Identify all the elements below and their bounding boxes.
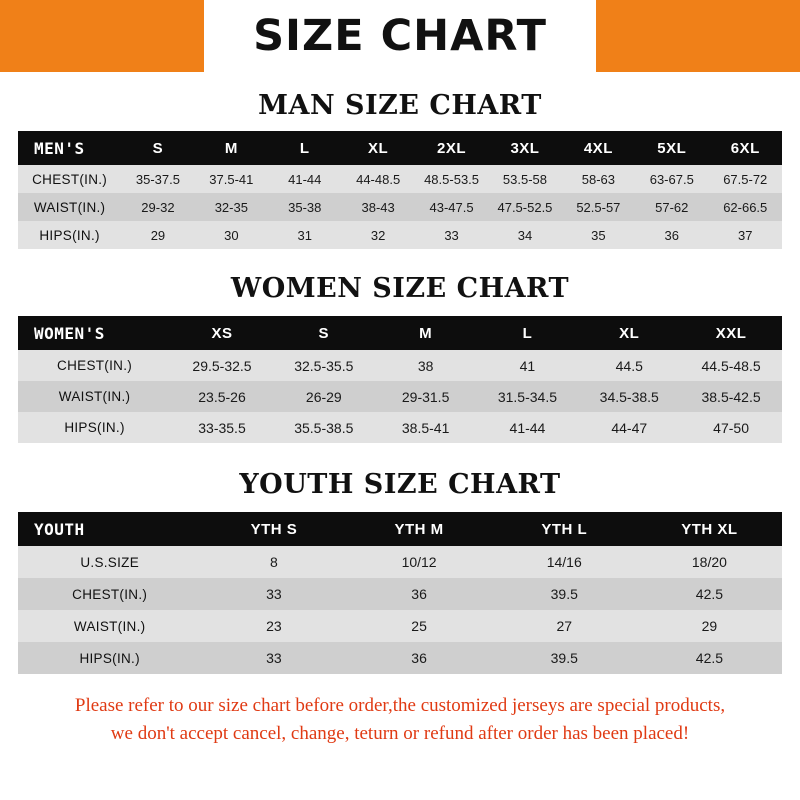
table-row: [18, 412, 782, 443]
table-row: [18, 610, 782, 642]
table-cell: 35: [591, 227, 606, 243]
table-cell: 23: [266, 618, 282, 634]
table-cell: 48.5-53.5: [424, 171, 480, 187]
table-row: [18, 578, 782, 610]
table-cell: 27: [556, 618, 573, 634]
women-header-s: S: [318, 324, 330, 342]
men-header-3xl: 3XL: [510, 139, 540, 157]
women-table-body: [18, 350, 782, 443]
table-cell: 38-43: [361, 199, 395, 215]
row-label: WAIST(IN.): [33, 199, 106, 215]
banner: [0, 0, 800, 72]
row-label: HIPS(IN.): [39, 227, 100, 243]
table-row: [18, 193, 782, 221]
row-label: CHEST(IN.): [32, 171, 108, 187]
banner-inner: [0, 0, 800, 72]
table-cell: 29: [150, 227, 166, 243]
row-label: CHEST(IN.): [57, 358, 133, 373]
table-cell: 63-67.5: [649, 171, 694, 187]
table-cell: 29.5-32.5: [192, 357, 252, 374]
table-header-row: [18, 316, 782, 350]
table-cell: 29: [701, 618, 718, 634]
table-cell: 36: [411, 586, 427, 602]
row-label: WAIST(IN.): [73, 618, 146, 634]
table-cell: 44.5-48.5: [701, 357, 761, 374]
table-cell: 47.5-52.5: [497, 199, 553, 215]
youth-table-header: [18, 512, 782, 546]
row-label: WAIST(IN.): [58, 389, 131, 404]
row-label: U.S.SIZE: [80, 554, 140, 570]
table-cell: 32.5-35.5: [294, 357, 354, 374]
table-cell: 18/20: [691, 554, 727, 570]
table-cell: 30: [224, 227, 239, 243]
order-notice-line2: we don't accept cancel, change, teturn or refund after order has been placed!: [110, 723, 690, 744]
table-cell: 34: [517, 227, 533, 243]
table-cell: 33: [266, 650, 282, 666]
table-cell: 34.5-38.5: [599, 388, 659, 405]
table-cell: 41: [519, 357, 536, 374]
table-cell: 33: [266, 586, 282, 602]
youth-size-table: [18, 512, 782, 674]
table-cell: 47-50: [713, 419, 749, 436]
women-header-xxl: XXL: [715, 324, 747, 342]
men-table-body: [18, 165, 782, 249]
table-cell: 36: [411, 650, 427, 666]
men-header-5xl: 5XL: [657, 139, 687, 157]
table-cell: 31.5-34.5: [497, 388, 558, 405]
table-cell: 31: [297, 227, 312, 243]
women-header-xl: XL: [619, 324, 640, 342]
table-row: [18, 381, 782, 412]
table-cell: 62-66.5: [723, 199, 768, 215]
table-cell: 53.5-58: [502, 171, 547, 187]
table-cell: 38.5-41: [401, 419, 450, 436]
table-row: [18, 642, 782, 674]
women-header-corner: WOMEN'S: [34, 323, 105, 343]
page-title: SIZE CHART: [253, 11, 547, 61]
table-row: [18, 546, 782, 578]
table-cell: 14/16: [546, 554, 582, 570]
table-cell: 41-44: [509, 419, 546, 436]
row-label: HIPS(IN.): [79, 650, 140, 666]
table-cell: 67.5-72: [723, 171, 768, 187]
table-cell: 44.5: [615, 357, 643, 374]
women-table-header: [18, 316, 782, 350]
youth-header-s: YTH S: [250, 520, 298, 538]
table-cell: 8: [270, 554, 278, 570]
table-cell: 35-37.5: [135, 171, 180, 187]
table-cell: 32-35: [214, 199, 248, 215]
table-cell: 33-35.5: [198, 419, 246, 436]
men-table-header: [18, 131, 782, 165]
men-header-2xl: 2XL: [437, 139, 467, 157]
table-cell: 37.5-41: [209, 171, 254, 187]
women-header-l: L: [522, 324, 533, 342]
table-cell: 58-63: [581, 171, 615, 187]
youth-header-l: YTH L: [541, 520, 588, 538]
women-size-table: [18, 316, 782, 443]
table-cell: 37: [738, 227, 753, 243]
youth-header-m: YTH M: [394, 520, 444, 538]
table-cell: 26-29: [305, 388, 342, 405]
table-cell: 42.5: [695, 586, 724, 602]
table-cell: 35-38: [288, 199, 322, 215]
table-header-row: [18, 512, 782, 546]
youth-header-corner: YOUTH: [34, 519, 85, 539]
men-header-6xl: 6XL: [730, 139, 760, 157]
women-section-title: WOMEN SIZE CHART: [230, 273, 570, 304]
content: [0, 90, 800, 748]
table-row: [18, 221, 782, 249]
men-size-table: [18, 131, 782, 249]
table-cell: 38.5-42.5: [701, 388, 761, 405]
table-cell: 44-48.5: [356, 171, 401, 187]
table-cell: 52.5-57: [576, 199, 621, 215]
women-header-m: M: [419, 324, 433, 342]
women-header-xs: XS: [211, 324, 233, 342]
men-header-corner: MEN'S: [34, 138, 85, 158]
table-cell: 35.5-38.5: [294, 419, 354, 436]
table-row: [18, 350, 782, 381]
order-notice: [18, 692, 782, 748]
men-section-title: MAN SIZE CHART: [258, 90, 542, 121]
table-cell: 10/12: [401, 554, 437, 570]
youth-table-body: [18, 546, 782, 674]
row-label: CHEST(IN.): [72, 586, 148, 602]
table-cell: 23.5-26: [198, 388, 246, 405]
row-label: HIPS(IN.): [64, 420, 125, 435]
table-cell: 29-32: [141, 199, 175, 215]
table-row: [18, 165, 782, 193]
men-header-l: L: [299, 139, 310, 157]
table-cell: 25: [411, 618, 427, 634]
table-cell: 39.5: [550, 650, 578, 666]
table-cell: 44-47: [611, 419, 648, 436]
youth-section-title: YOUTH SIZE CHART: [239, 469, 561, 500]
table-cell: 41-44: [288, 171, 322, 187]
order-notice-line1: Please refer to our size chart before order,the customized jerseys are special products,: [74, 695, 726, 716]
men-header-m: M: [224, 139, 238, 157]
table-cell: 33: [444, 227, 459, 243]
table-cell: 29-31.5: [401, 388, 450, 405]
table-cell: 43-47.5: [429, 199, 474, 215]
table-header-row: [18, 131, 782, 165]
table-cell: 42.5: [695, 650, 724, 666]
table-cell: 36: [664, 227, 679, 243]
table-cell: 38: [417, 357, 434, 374]
table-cell: 39.5: [550, 586, 578, 602]
men-header-4xl: 4XL: [583, 139, 613, 157]
table-cell: 32: [370, 227, 386, 243]
table-cell: 57-62: [655, 199, 689, 215]
men-header-s: S: [152, 139, 164, 157]
youth-header-xl: YTH XL: [681, 520, 738, 538]
men-header-xl: XL: [368, 139, 389, 157]
